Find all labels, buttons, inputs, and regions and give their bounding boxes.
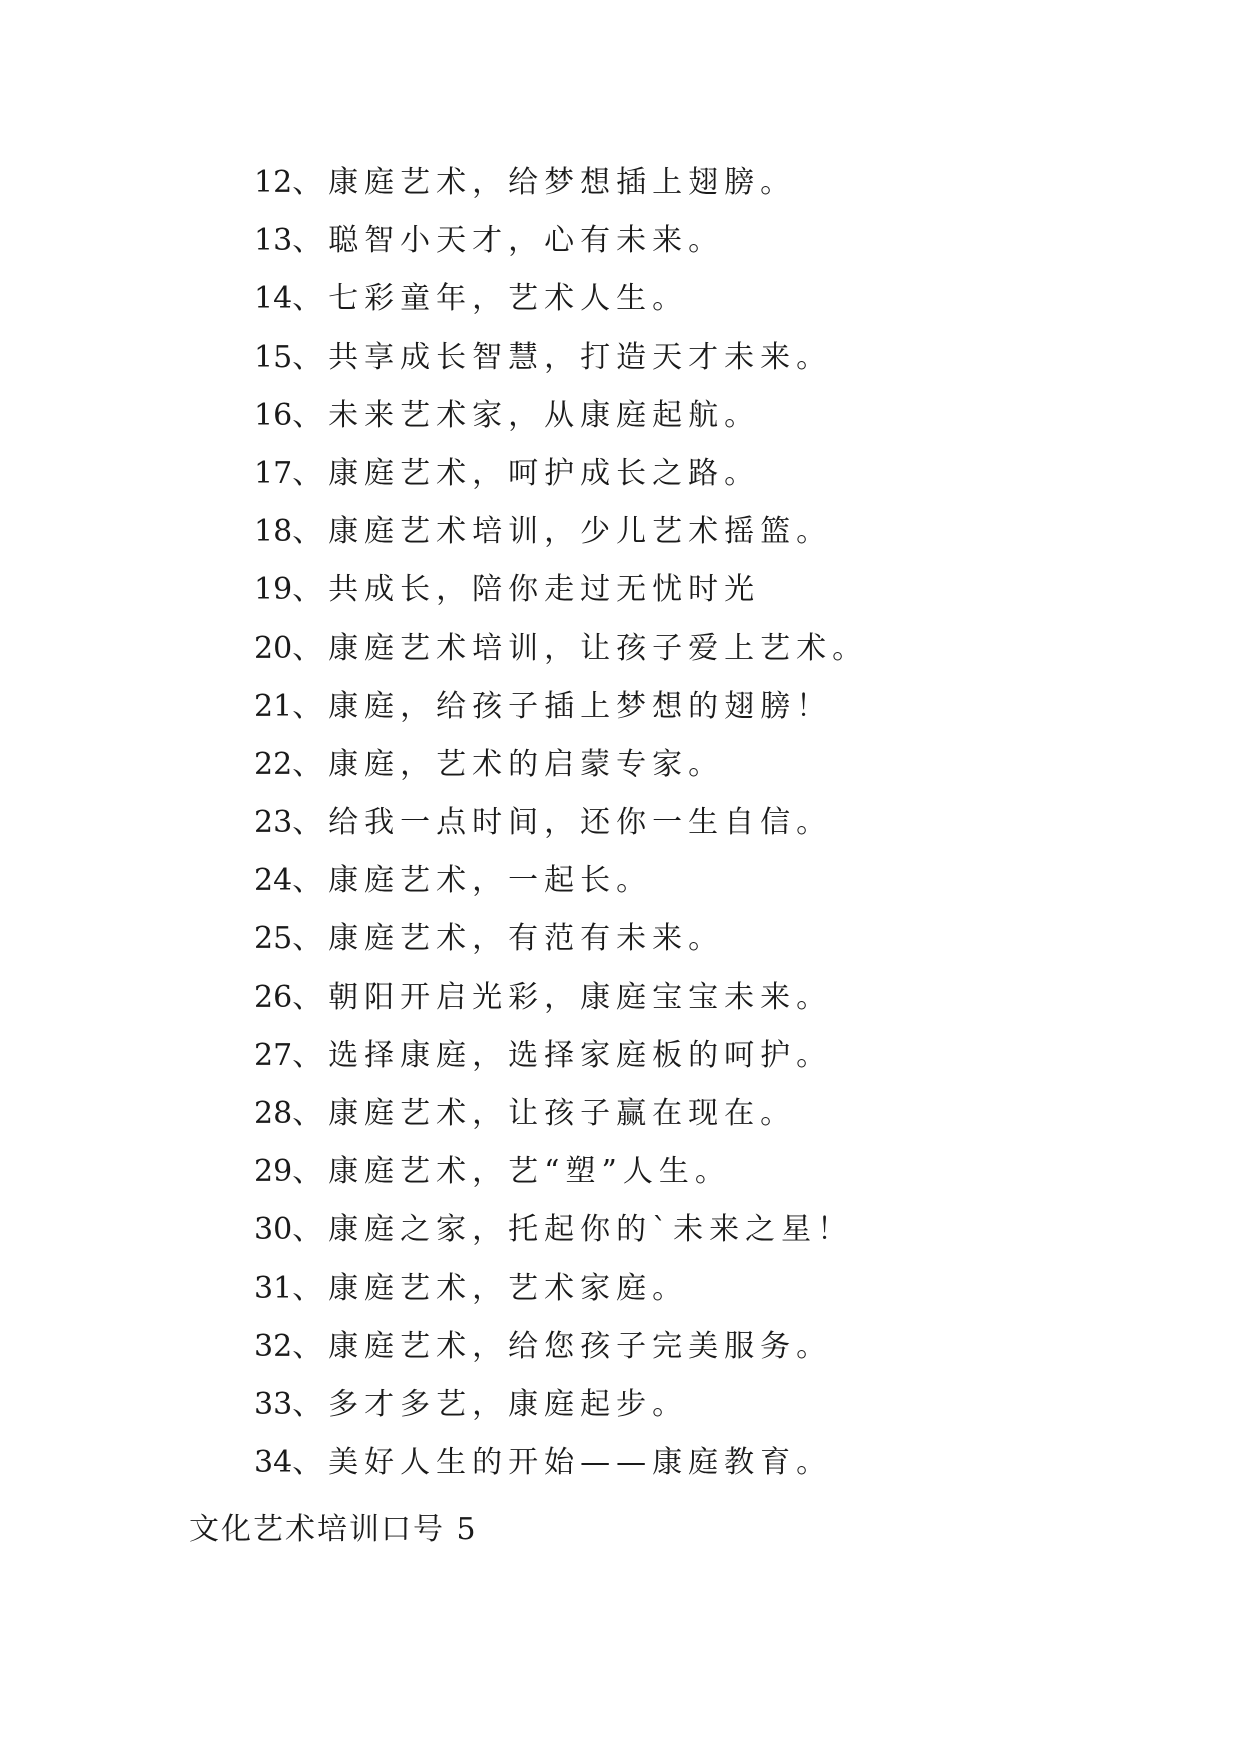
section-heading: 文化艺术培训口号 5 [189, 1512, 478, 1547]
slogan-number: 13 [254, 223, 293, 259]
slogan-number: 28 [254, 1096, 293, 1131]
slogan-number: 29 [254, 1154, 293, 1190]
slogan-text: 、康庭之家，托起你的`未来之星！ [292, 1212, 854, 1248]
slogan-item [0, 1201, 1241, 1259]
slogan-item [0, 1143, 1241, 1201]
slogan-number: 30 [254, 1212, 293, 1248]
slogan-item [0, 1434, 1241, 1492]
slogan-item [0, 445, 1241, 503]
slogan-item [0, 561, 1241, 619]
slogan-text: 、康庭艺术，呵护成长之路。 [292, 455, 761, 491]
slogan-item [0, 852, 1241, 910]
slogan-number: 27 [254, 1037, 293, 1073]
slogan-item [0, 794, 1241, 852]
slogan-item [0, 154, 1241, 212]
slogan-text: 、康庭艺术，艺“塑”人生。 [292, 1154, 731, 1190]
slogan-item [0, 329, 1241, 387]
slogan-number: 15 [254, 339, 293, 375]
slogan-text: 、朝阳开启光彩，康庭宝宝未来。 [292, 979, 833, 1015]
slogan-number: 25 [254, 921, 293, 957]
slogan-item [0, 212, 1241, 270]
slogan-text: 、美好人生的开始——康庭教育。 [292, 1445, 833, 1481]
slogan-item [0, 620, 1241, 678]
slogan-item [0, 910, 1241, 968]
slogan-text: 、康庭艺术，给梦想插上翅膀。 [292, 165, 797, 200]
slogan-number: 21 [254, 688, 293, 724]
slogan-number: 24 [254, 863, 293, 899]
slogan-text: 、七彩童年，艺术人生。 [292, 281, 689, 317]
slogan-item [0, 969, 1241, 1027]
slogan-text: 、共享成长智慧，打造天才未来。 [292, 339, 833, 375]
slogan-item [0, 1318, 1241, 1376]
slogan-item [0, 678, 1241, 736]
slogan-text: 、共成长，陪你走过无忧时光 [292, 572, 761, 608]
slogan-number: 31 [254, 1270, 293, 1306]
slogan-text: 、给我一点时间，还你一生自信。 [292, 805, 833, 841]
slogan-item [0, 736, 1241, 794]
slogan-text: 、康庭艺术培训，让孩子爱上艺术。 [292, 630, 869, 666]
slogan-text: 、康庭艺术，给您孩子完美服务。 [292, 1328, 833, 1364]
slogan-text: 、未来艺术家，从康庭起航。 [292, 397, 761, 433]
slogan-text: 、聪智小天才，心有未来。 [292, 223, 725, 259]
slogan-item [0, 503, 1241, 561]
slogan-item [0, 270, 1241, 328]
slogan-number: 19 [254, 572, 293, 608]
slogan-number: 18 [254, 514, 293, 550]
slogan-text: 、选择康庭，选择家庭板的呵护。 [292, 1037, 833, 1073]
slogan-number: 23 [254, 805, 293, 841]
slogan-number: 20 [254, 630, 293, 666]
slogan-text: 、康庭，艺术的启蒙专家。 [292, 746, 725, 782]
slogan-text: 、康庭艺术，艺术家庭。 [292, 1270, 689, 1306]
slogan-text: 、康庭艺术，一起长。 [292, 863, 653, 899]
slogan-number: 34 [254, 1445, 293, 1481]
slogan-text: 、康庭艺术，让孩子赢在现在。 [292, 1096, 797, 1131]
slogan-number: 26 [254, 979, 293, 1015]
slogan-number: 17 [254, 455, 293, 491]
slogan-number: 14 [254, 281, 293, 317]
slogan-number: 33 [254, 1386, 293, 1422]
slogan-item [0, 1376, 1241, 1434]
slogan-number: 32 [254, 1328, 293, 1364]
slogan-item [0, 1027, 1241, 1085]
slogan-text: 、康庭，给孩子插上梦想的翅膀！ [292, 688, 833, 724]
slogan-item [0, 1085, 1241, 1143]
slogan-number: 12 [254, 165, 293, 200]
slogan-item [0, 1260, 1241, 1318]
slogan-text: 、康庭艺术培训，少儿艺术摇篮。 [292, 514, 833, 550]
slogan-item [0, 387, 1241, 445]
slogan-number: 16 [254, 397, 293, 433]
slogan-text: 、康庭艺术，有范有未来。 [292, 921, 725, 957]
slogan-number: 22 [254, 746, 293, 782]
slogan-list [0, 154, 1241, 1492]
slogan-text: 、多才多艺，康庭起步。 [292, 1386, 689, 1422]
